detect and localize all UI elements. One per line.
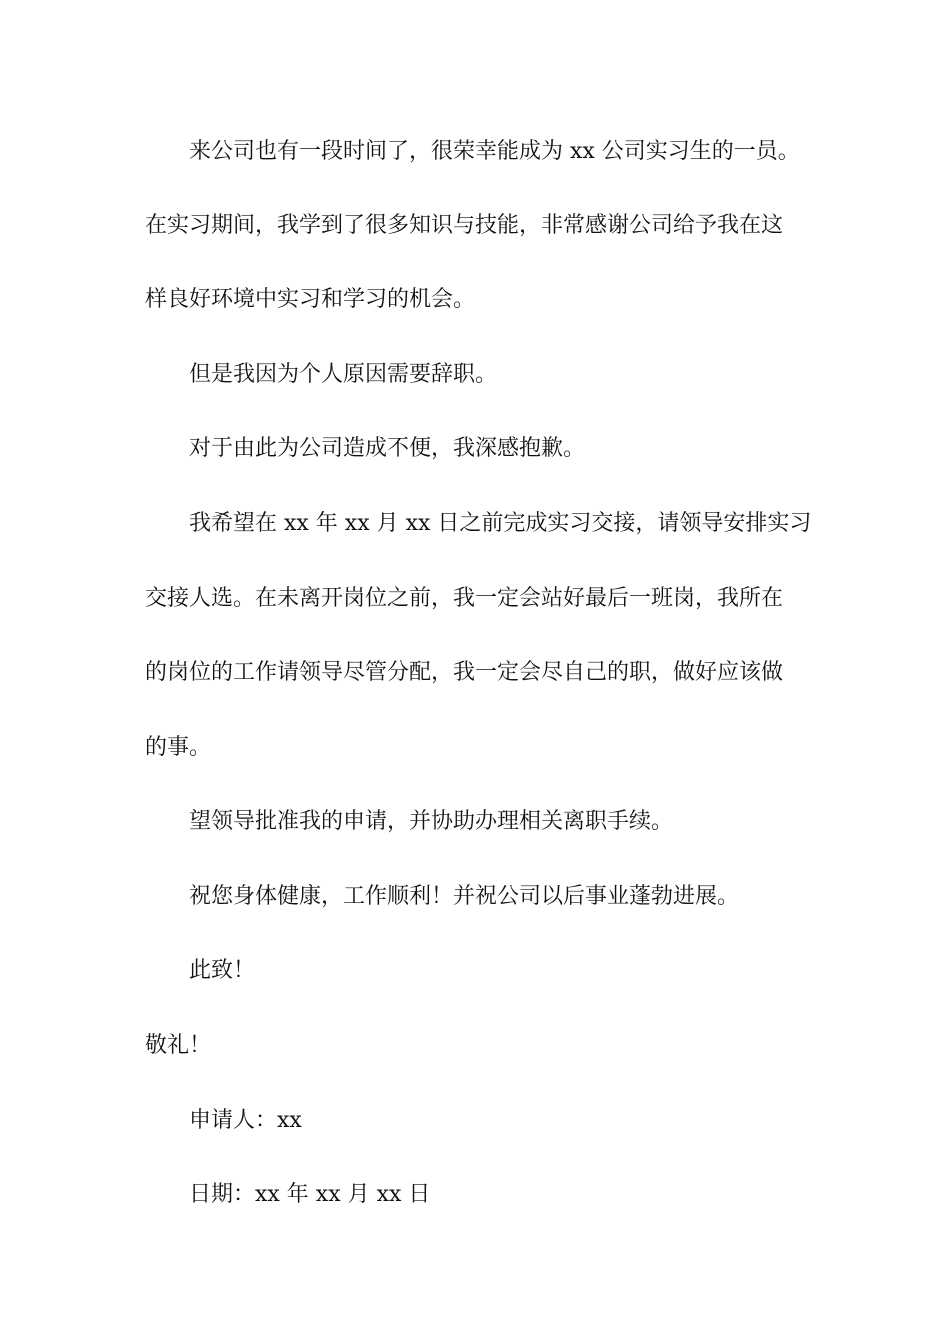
body-line-10: 望领导批准我的申请，并协助办理相关离职手续。 xyxy=(189,809,674,834)
body-line-7: 交接人选。在未离开岗位之前，我一定会站好最后一班岗，我所在 xyxy=(145,586,784,611)
applicant-line: 申请人：xx xyxy=(189,1108,302,1133)
body-line-9: 的事。 xyxy=(145,735,212,760)
closing-line-1: 此致！ xyxy=(189,958,256,983)
body-line-5: 对于由此为公司造成不便，我深感抱歉。 xyxy=(189,436,586,461)
closing-line-2: 敬礼！ xyxy=(145,1033,212,1058)
date-line: 日期：xx 年 xx 月 xx 日 xyxy=(189,1182,431,1207)
body-line-2: 在实习期间，我学到了很多知识与技能，非常感谢公司给予我在这 xyxy=(145,213,784,238)
body-line-1: 来公司也有一段时间了，很荣幸能成为 xx 公司实习生的一员。 xyxy=(189,139,800,164)
body-line-8: 的岗位的工作请领导尽管分配，我一定会尽自己的职，做好应该做 xyxy=(145,660,784,685)
body-line-11: 祝您身体健康，工作顺利！并祝公司以后事业蓬勃进展。 xyxy=(189,884,740,909)
body-line-3: 样良好环境中实习和学习的机会。 xyxy=(145,287,476,312)
body-line-4: 但是我因为个人原因需要辞职。 xyxy=(189,362,498,387)
body-line-6: 我希望在 xx 年 xx 月 xx 日之前完成实习交接，请领导安排实习 xyxy=(189,511,812,536)
